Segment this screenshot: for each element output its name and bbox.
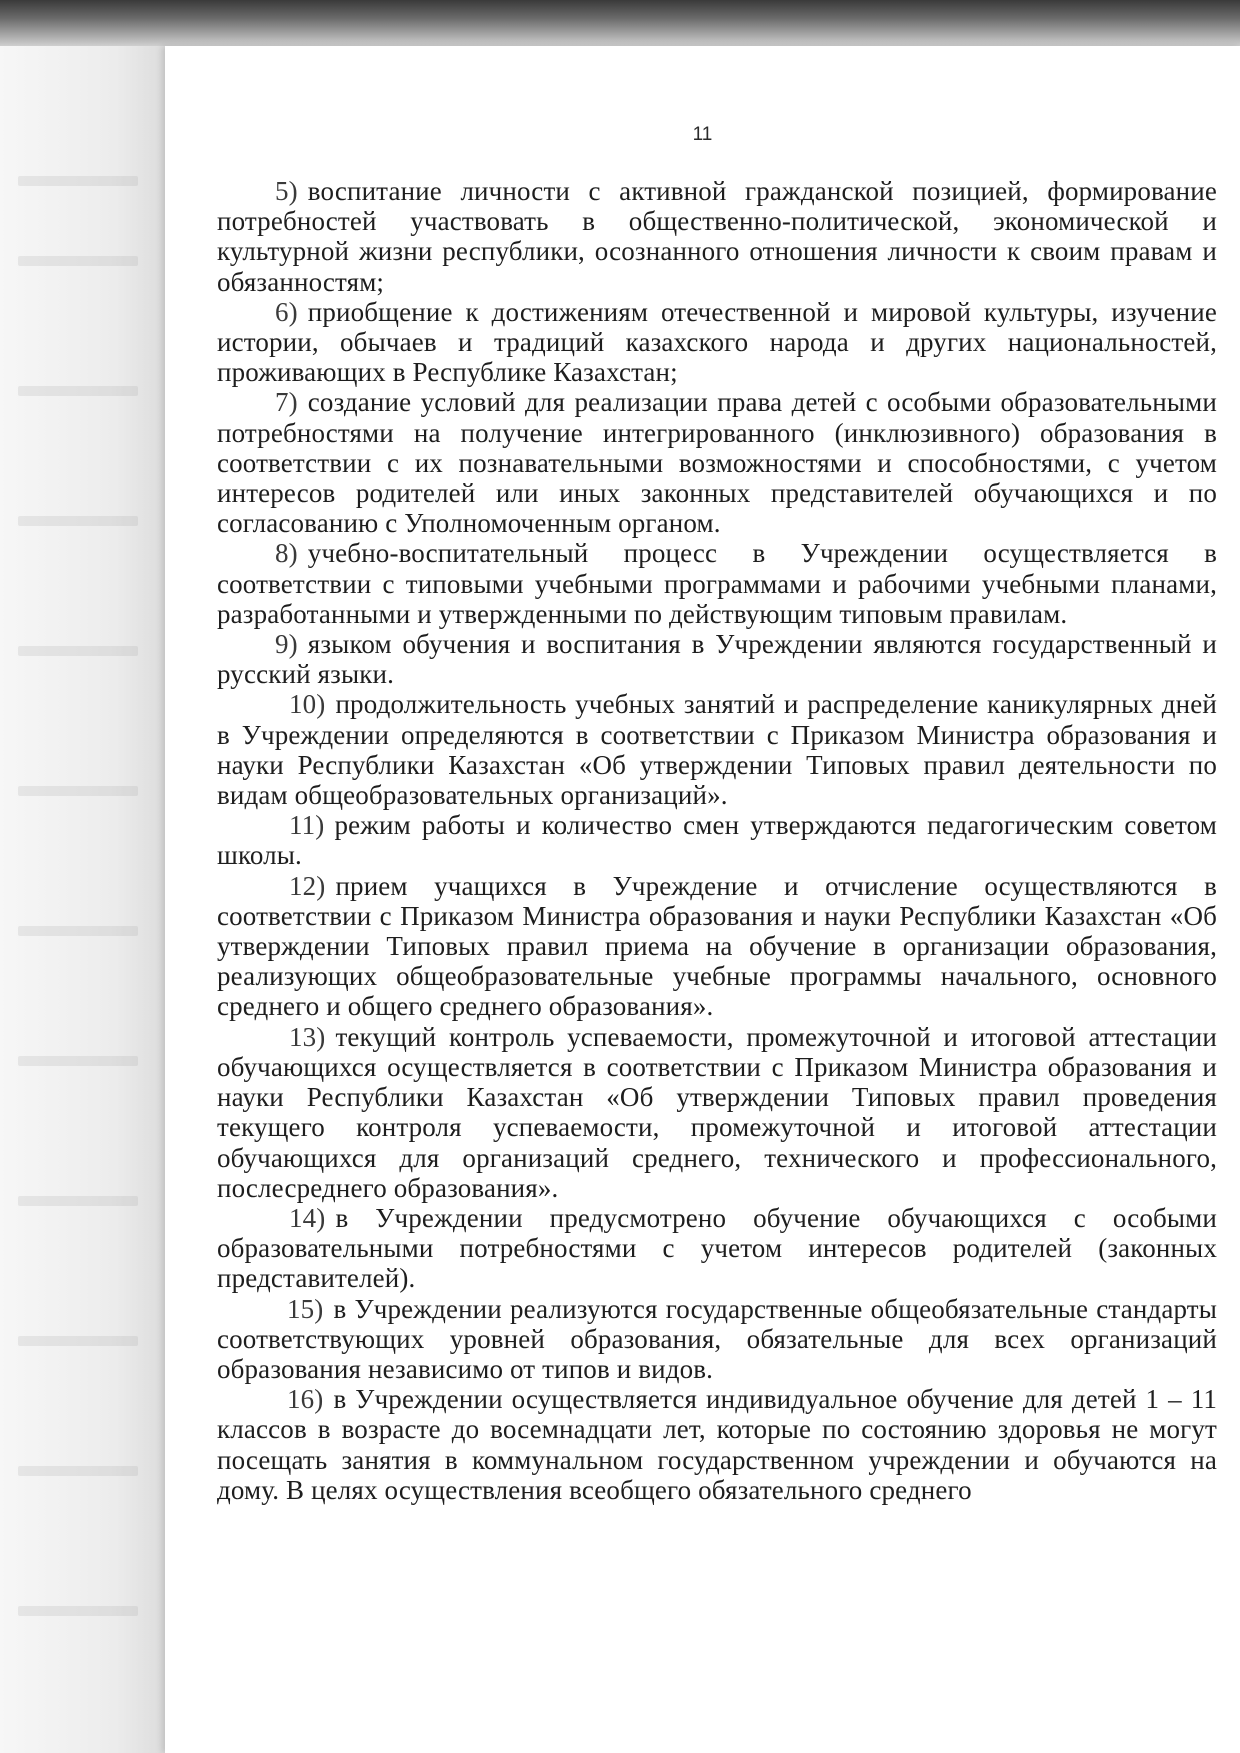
bleed-through-line: [18, 646, 138, 656]
scanner-top-edge: [0, 0, 1240, 46]
item-text: приобщение к достижениям отечественной и мировой культуры, изучение истории, обычаев и традиций казахского народа и других национальностей, проживающих в Республике Казахстан;: [217, 296, 1217, 388]
bleed-through-line: [18, 256, 138, 266]
item-text: прием учащихся в Учреждение и отчисление осуществляются в соответствии с Приказом Министра образования и науки Республики Казахстан «Об утверждении Типовых правил приема на обучение в организации образования, реализующих общеобразовательные учебные программы начального, основного среднего и общего среднего образования».: [217, 870, 1217, 1022]
item-number: 10): [289, 689, 326, 720]
item-text: воспитание личности с активной гражданской позицией, формирование потребностей участвовать в общественно-политической, экономической и культурной жизни республики, осознанного отношения личности к своим правам и обязанностям;: [217, 176, 1217, 297]
bleed-through-line: [18, 926, 138, 936]
item-text: языком обучения и воспитания в Учреждении являются государственный и русский языки.: [217, 629, 1217, 690]
bleed-through-line: [18, 786, 138, 796]
previous-page-margin: [0, 46, 165, 1753]
item-number: 7): [275, 387, 298, 418]
item-text: текущий контроль успеваемости, промежуточной и итоговой аттестации обучающихся осуществляется в соответствии с Приказом Министра образования и науки Республики Казахстан «Об утверждении Типовых правил проведения текущего контроля успеваемости, промежуточной и итоговой аттестации обучающихся для организаций среднего, технического и профессионального, послесреднего образования».: [217, 1021, 1217, 1203]
item-text: в Учреждении предусмотрено обучение обучающихся с особыми образовательными потребностями с учетом интересов родителей (законных представителей).: [217, 1202, 1217, 1294]
list-item: [217, 810, 1217, 870]
item-text: создание условий для реализации права детей с особыми образовательными потребностями на получение интегрированного (инклюзивного) образования в соответствии с их познавательными возможностями и способностями, с учетом интересов родителей или иных законных представителей обучающихся и по согласованию с Уполномоченным органом.: [217, 387, 1217, 539]
item-text: учебно-воспитательный процесс в Учреждении осуществляется в соответствии с типовыми учебными программами и рабочими учебными планами, разработанными и утвержденными по действующим типовым правилам.: [217, 538, 1217, 629]
bleed-through-line: [18, 1196, 138, 1206]
item-number: 14): [289, 1202, 326, 1233]
item-number: 16): [287, 1384, 324, 1415]
item-number: 13): [289, 1021, 326, 1052]
list-item: [217, 689, 1217, 810]
item-text: в Учреждении осуществляется индивидуальное обучение для детей 1 – 11 классов в возрасте до восемнадцати лет, которые по состоянию здоровья не могут посещать занятия в коммунальном государственном учреждении и обучаются на дому. В целях осуществления всеобщего обязательного среднего: [217, 1384, 1217, 1505]
list-item: [217, 871, 1217, 1022]
list-item: [217, 538, 1217, 629]
list-item: [217, 297, 1217, 388]
bleed-through-line: [18, 1466, 138, 1476]
item-number: 8): [275, 538, 298, 569]
item-text: в Учреждении реализуются государственные общеобязательные стандарты соответствующих уровней образования, обязательные для всех организаций образования независимо от типов и видов.: [217, 1293, 1217, 1384]
list-item: [217, 1384, 1217, 1505]
document-page: [165, 46, 1240, 1753]
list-item: [217, 629, 1217, 689]
list-item: [217, 176, 1217, 297]
bleed-through-line: [18, 176, 138, 186]
item-number: 11): [289, 810, 325, 841]
bleed-through-line: [18, 516, 138, 526]
item-number: 6): [275, 296, 298, 327]
bleed-through-line: [18, 1336, 138, 1346]
list-item: [217, 387, 1217, 538]
bleed-through-line: [18, 1056, 138, 1066]
item-number: 15): [287, 1293, 324, 1324]
item-number: 12): [289, 870, 326, 901]
bleed-through-line: [18, 386, 138, 396]
item-number: 9): [275, 629, 298, 660]
item-text: режим работы и количество смен утверждаются педагогическим советом школы.: [217, 810, 1217, 871]
list-item: [217, 1294, 1217, 1385]
document-body: [217, 176, 1217, 1505]
item-text: продолжительность учебных занятий и распределение каникулярных дней в Учреждении определяются в соответствии с Приказом Министра образования и науки Республики Казахстан «Об утверждении Типовых правил деятельности по видам общеобразовательных организаций».: [217, 689, 1217, 811]
bleed-through-line: [18, 1606, 138, 1616]
page-number: 11: [692, 124, 713, 145]
list-item: [217, 1022, 1217, 1203]
item-number: 5): [275, 176, 298, 206]
list-item: [217, 1203, 1217, 1294]
